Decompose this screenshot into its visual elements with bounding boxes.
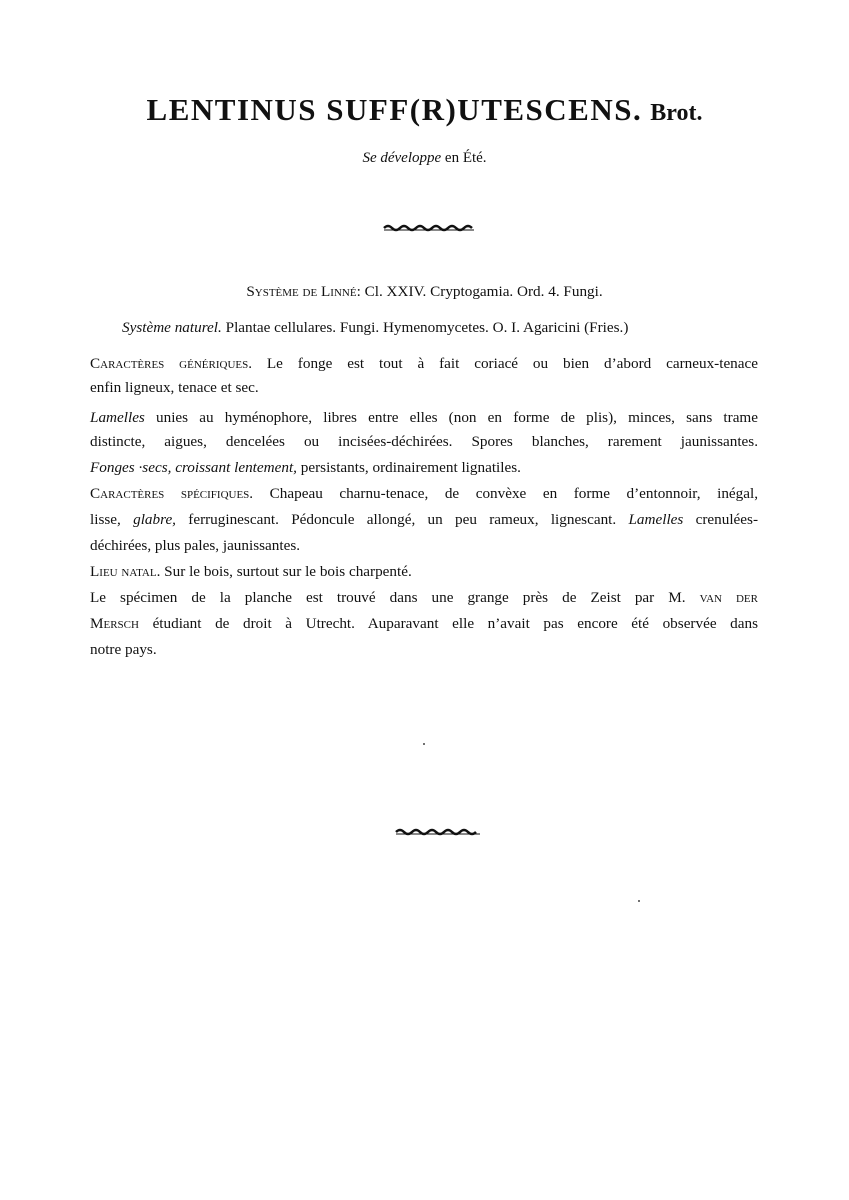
- author-abbreviation: Brot.: [650, 100, 703, 126]
- native-place-text: Sur le bois, surtout sur le bois charpenté.: [164, 563, 412, 580]
- natural-system-line: [122, 318, 762, 338]
- specimen-line-3: notre pays.: [90, 641, 157, 658]
- page-title: [0, 92, 849, 128]
- specimen-text-2a: Mersch: [90, 615, 139, 632]
- linne-system-line: [0, 282, 849, 302]
- specimen-line-1: [90, 588, 758, 608]
- specific-characters-line-2: [90, 510, 758, 530]
- specimen-text-1a: Le spécimen de la planche est trouvé dans une grange près de Zeist par M.: [90, 589, 686, 606]
- lamelles-line-1: [90, 408, 758, 428]
- specific-text-1: Chapeau charnu-tenace, de convèxe en forme d’entonnoir, inégal,: [269, 485, 759, 502]
- fonges-label: Fonges ·secs, croissant lentement,: [90, 459, 297, 476]
- ink-speck: [638, 900, 640, 902]
- ink-speck: [423, 743, 425, 745]
- naturel-label: Système naturel.: [122, 319, 222, 336]
- specific-characters-line-1: [90, 484, 758, 504]
- generic-label: Caractères génériques.: [90, 355, 253, 372]
- subtitle-plain: en Été.: [444, 150, 487, 166]
- linne-text: Cl. XXIV. Cryptogamia. Ord. 4. Fungi.: [364, 283, 603, 300]
- wavy-rule-top: [382, 222, 476, 234]
- specimen-text-2b: étudiant de droit à Utrecht. Auparavant elle n’avait pas encore été observée dans: [152, 615, 758, 632]
- specimen-line-2: [90, 614, 758, 634]
- specific-text-2a: lisse,: [90, 511, 121, 528]
- specific-characters-line-3: déchirées, plus pales, jaunissantes.: [90, 537, 301, 554]
- lamelles-text-1: unies au hyménophore, libres entre elles (non en forme de plis), minces, sans trame: [156, 409, 758, 426]
- generic-text-1: Le fonge est tout à fait coriacé ou bien d’abord carneux-tenace: [266, 355, 759, 372]
- specific-text-2e: crenulées-: [695, 511, 759, 528]
- species-name: LENTINUS SUFF(R)UTESCENS.: [146, 92, 643, 127]
- generic-characters-line-1: [90, 354, 758, 374]
- generic-characters-line-2: enfin ligneux, tenace et sec.: [90, 379, 259, 396]
- specific-label: Caractères spécifiques.: [90, 485, 254, 502]
- naturel-text: Plantae cellulares. Fungi. Hymenomycetes. O. I. Agaricini (Fries.): [225, 319, 629, 336]
- fonges-line: [90, 458, 758, 478]
- subtitle-italic: Se développe: [362, 150, 442, 166]
- wavy-rule-bottom: [394, 826, 484, 838]
- specific-text-2d: Lamelles: [628, 511, 684, 528]
- lamelles-line-2: distincte, aigues, dencelées ou incisées-déchirées. Spores blanches, rarement jaunissantes.: [90, 433, 758, 450]
- native-place-line: [90, 562, 758, 582]
- page-subtitle: [0, 150, 849, 167]
- linne-label: Système de Linné:: [246, 283, 361, 300]
- native-place-label: Lieu natal.: [90, 563, 161, 580]
- specific-text-2b: glabre,: [133, 511, 176, 528]
- specific-text-2c: ferruginescant. Pédoncule allongé, un peu rameux, lignescant.: [188, 511, 617, 528]
- specimen-text-1b: van der: [699, 589, 758, 606]
- lamelles-label: Lamelles: [90, 409, 145, 426]
- fonges-text: persistants, ordinairement lignatiles.: [300, 459, 521, 476]
